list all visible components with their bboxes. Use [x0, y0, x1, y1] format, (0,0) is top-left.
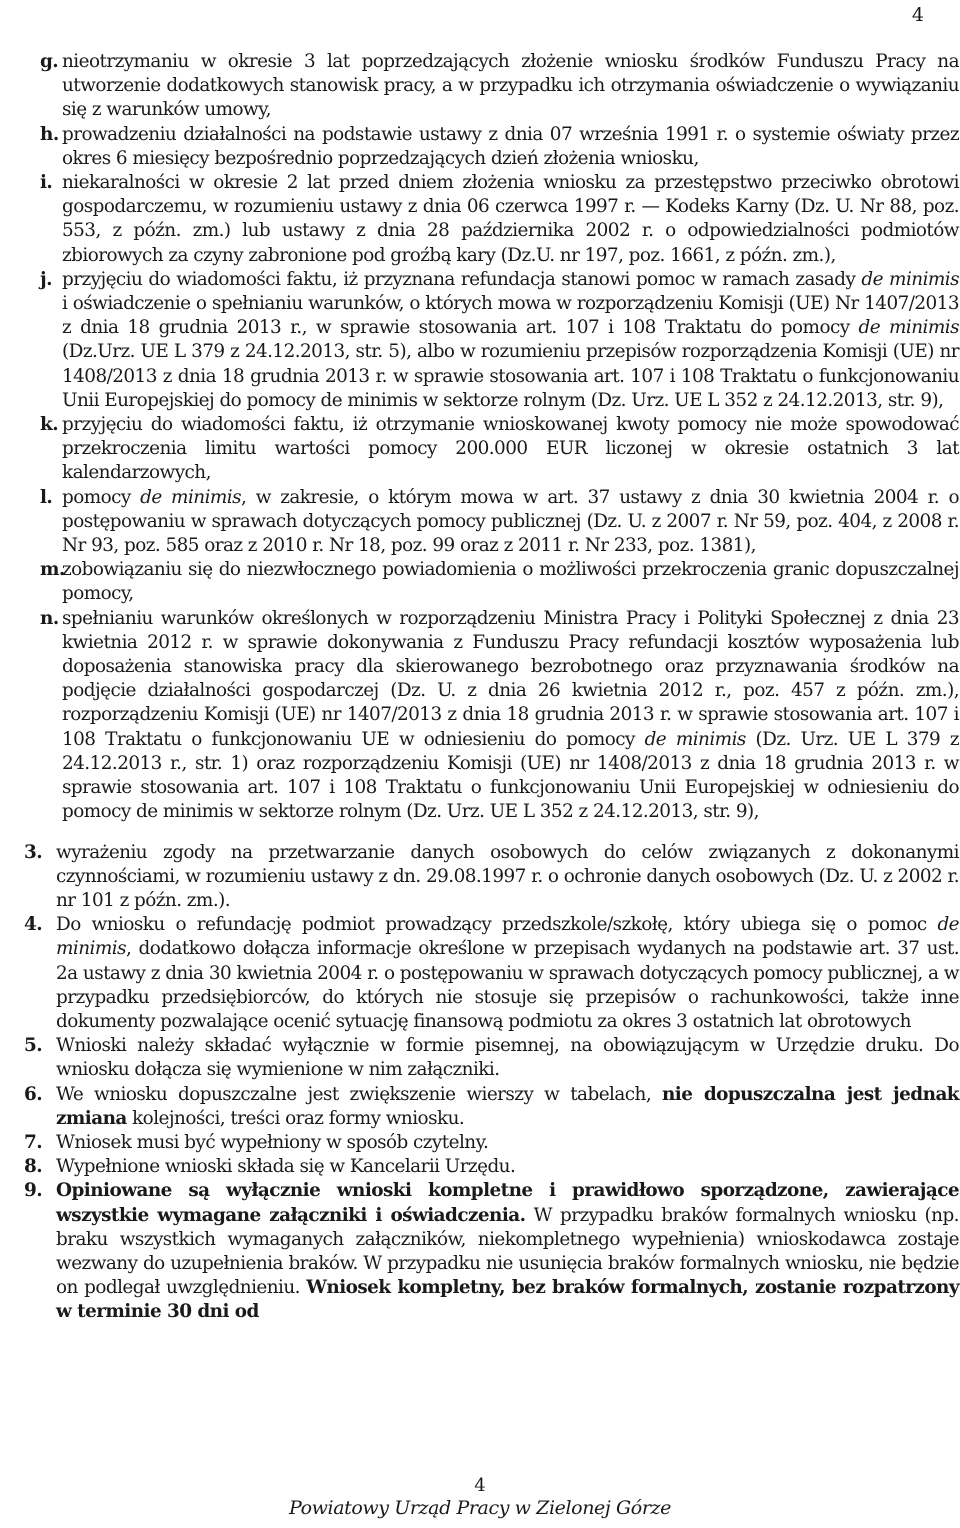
list-item-m [24, 558, 959, 606]
emphasis: de minimis [140, 486, 242, 508]
list-item-8 [24, 1155, 959, 1179]
list-item-g [24, 50, 959, 123]
list-item-n [24, 607, 959, 825]
list-letter: j. [40, 268, 52, 290]
list-letter: h. [40, 123, 59, 145]
list-text: zobowiązaniu się do niezwłocznego powiadomienia o możliwości przekroczenia granic dopuszczalnej pomocy, [62, 559, 959, 605]
emphasis: de minimis [644, 728, 746, 750]
list-letter: n. [40, 607, 59, 629]
footer-office-name: Powiatowy Urząd Pracy w Zielonej Górze [289, 1497, 671, 1519]
bold-text: nie dopuszczalna jest jednak zmiana [56, 1083, 959, 1129]
emphasis: de minimis [861, 268, 960, 290]
list-text: Wniosek musi być wypełniony w sposób czytelny. [56, 1131, 489, 1153]
list-text: i oświadczenie o spełnianiu warunków, o których mowa w rozporządzeniu Komisji (UE) Nr 1407/2013 z dnia 18 grudnia 2013 r., w sprawie stosowania art. 107 i 108 Traktatu do pomocy [62, 293, 959, 339]
list-number: 7. [24, 1131, 43, 1153]
list-number: 9. [24, 1180, 43, 1202]
list-text: spełnianiu warunków określonych w rozporządzeniu Ministra Pracy i Polityki Społecznej z dnia 23 kwietnia 2012 r. w sprawie dokonywania z Funduszu Pracy refundacji kosztów wyposażenia lub doposażenia stanowiska pracy dla skierowanego bezrobotnego oraz przyznawania środków na podjęcie działalności gospodarczej (Dz. U. z dnia 26 kwietnia 2012 r., poz. 457 z późn. zm.), rozporządzeniu Komisji (UE) nr 1407/2013 z dnia 18 grudnia 2013 r. w sprawie stosowania art. 107 i 108 Traktatu o funkcjonowaniu UE w odniesieniu do pomocy [62, 607, 959, 750]
bold-text: Wniosek kompletny, bez braków formalnych, zostanie rozpatrzony w terminie 30 dni od [56, 1277, 959, 1323]
list-text: (Dz.Urz. UE L 379 z 24.12.2013, str. 5), albo w rozumieniu przepisów rozporządzenia Komisji (UE) nr 1408/2013 z dnia 18 grudnia 2013 r. w sprawie stosowania art. 107 i 108 Traktatu o funkcjonowaniu Unii Europejskiej do pomocy de minimis w sektorze rolnym (Dz. Urz. UE L 352 z 24.12.2013, str. 9), [62, 341, 959, 411]
list-item-5 [24, 1034, 959, 1082]
list-text: przyjęciu do wiadomości faktu, iż otrzymanie wnioskowanej kwoty pomocy nie może spowodować przekroczenia limitu wartości pomocy 200.000 EUR liczonej w okresie ostatnich 3 lat kalendarzowych, [62, 414, 959, 484]
list-text: kolejności, treści oraz formy wniosku. [126, 1107, 465, 1129]
list-item-4 [24, 913, 959, 1034]
list-item-k [24, 413, 959, 486]
list-text: Wnioski należy składać wyłącznie w formie pisemnej, na obowiązującym w Urzędzie druku. Do wniosku dołącza się wymienione w nim załączniki. [56, 1035, 959, 1081]
list-number: 6. [24, 1083, 43, 1105]
list-item-i [24, 171, 959, 268]
list-item-h [24, 123, 959, 171]
list-item-6 [24, 1083, 959, 1131]
list-text: niekaralności w okresie 2 lat przed dniem złożenia wniosku za przestępstwo przeciwko obrotowi gospodarczemu, w rozumieniu ustawy z dnia 06 czerwca 1997 r. — Kodeks Karny (Dz. U. Nr 88, poz. 553, z późn. zm.) lub ustawy z dnia 28 października 2002 r. o odpowiedzialności podmiotów zbiorowych za czyny zabronione pod groźbą kary (Dz.U. nr 197, poz. 1661, z późn. zm.), [62, 172, 959, 266]
list-item-9 [24, 1179, 959, 1324]
list-letter: k. [40, 414, 59, 436]
list-letter: i. [40, 172, 53, 194]
emphasis: de minimis [56, 914, 959, 960]
list-letter: m. [40, 559, 65, 581]
list-item-3 [24, 841, 959, 914]
list-letter: g. [40, 51, 59, 72]
list-text: , dodatkowo dołącza informacje określone w przepisach wydanych na podstawie art. 37 ust. 2a ustawy z dnia 30 kwietnia 2004 r. o postępowaniu w sprawach dotyczących pomocy publicznej, a w przypadku przedsiębiorców, do których nie stosuje się przepisów o rachunkowości, także inne dokumenty pozwalające ocenić sytuację finansową podmiotu za okres 3 ostatnich lat obrotowych [56, 938, 959, 1032]
emphasis: de minimis [858, 317, 959, 339]
section-gap [24, 825, 959, 841]
list-number: 5. [24, 1035, 43, 1057]
bold-text: Opiniowane są wyłącznie wnioski kompletne i prawidłowo sporządzone, zawierające wszystkie wymagane załączniki i oświadczenia. [56, 1180, 959, 1226]
page-number-top: 4 [911, 4, 924, 26]
list-text: wyrażeniu zgody na przetwarzanie danych osobowych do celów związanych z dokonanymi czynnościami, w rozumieniu ustawy z dn. 29.08.1997 r. o ochronie danych osobowych (Dz. U. z 2002 r. nr 101 z późn. zm.). [56, 841, 959, 911]
list-number: 4. [24, 914, 43, 936]
list-text: nieotrzymaniu w okresie 3 lat poprzedzających złożenie wniosku środków Funduszu Pracy na utworzenie dodatkowych stanowisk pracy, a w przypadku ich otrzymania oświadczenie o wywiązaniu się z warunków umowy, [62, 51, 959, 121]
list-number: 8. [24, 1156, 43, 1178]
footer-page-number: 4 [474, 1475, 486, 1496]
list-item-j [24, 268, 959, 413]
list-item-l [24, 486, 959, 559]
list-text: prowadzeniu działalności na podstawie ustawy z dnia 07 września 1991 r. o systemie oświaty przez okres 6 miesięcy bezpośrednio poprzedzających dzień złożenia wniosku, [62, 123, 959, 169]
list-letter: l. [40, 486, 53, 508]
list-text: Do wniosku o refundację podmiot prowadzący przedszkole/szkołę, który ubiega się o pomoc [56, 914, 938, 936]
list-text: We wniosku dopuszczalne jest zwiększenie wierszy w tabelach, [56, 1083, 662, 1105]
list-number: 3. [24, 841, 43, 863]
list-text: przyjęciu do wiadomości faktu, iż przyznana refundacja stanowi pomoc w ramach zasady [62, 268, 862, 290]
list-text: Wypełnione wnioski składa się w Kancelarii Urzędu. [56, 1156, 516, 1178]
document-body [24, 50, 959, 1325]
list-text: W przypadku braków formalnych wniosku (np. braku wszystkich wymaganych załączników, niekompletnego wypełnienia) wnioskodawca zostaje wezwany do uzupełnienia braków. W przypadku nie usunięcia braków formalnych wniosku, nie będzie on podlegał uwzględnieniu. [56, 1204, 959, 1299]
list-text: pomocy [62, 486, 141, 508]
list-text: , w zakresie, o którym mowa w art. 37 ustawy z dnia 30 kwietnia 2004 r. o postępowaniu w sprawach dotyczących pomocy publicznej (Dz. U. z 2007 r. Nr 59, poz. 404, z 2008 r. Nr 93, poz. 585 oraz z 2010 r. Nr 18, poz. 99 oraz z 2011 r. Nr 233, poz. 1381), [62, 486, 959, 557]
list-item-7 [24, 1131, 959, 1155]
list-text: (Dz. Urz. UE L 379 z 24.12.2013 r., str. 1) oraz rozporządzeniu Komisji (UE) nr 1408/2013 z dnia 18 grudnia 2013 r. w sprawie stosowania art. 107 i 108 Traktatu o funkcjonowaniu Unii Europejskiej w odniesieniu do pomocy de minimis w sektorze rolnym (Dz. Urz. UE L 352 z 24.12.2013, str. 9), [62, 728, 959, 823]
